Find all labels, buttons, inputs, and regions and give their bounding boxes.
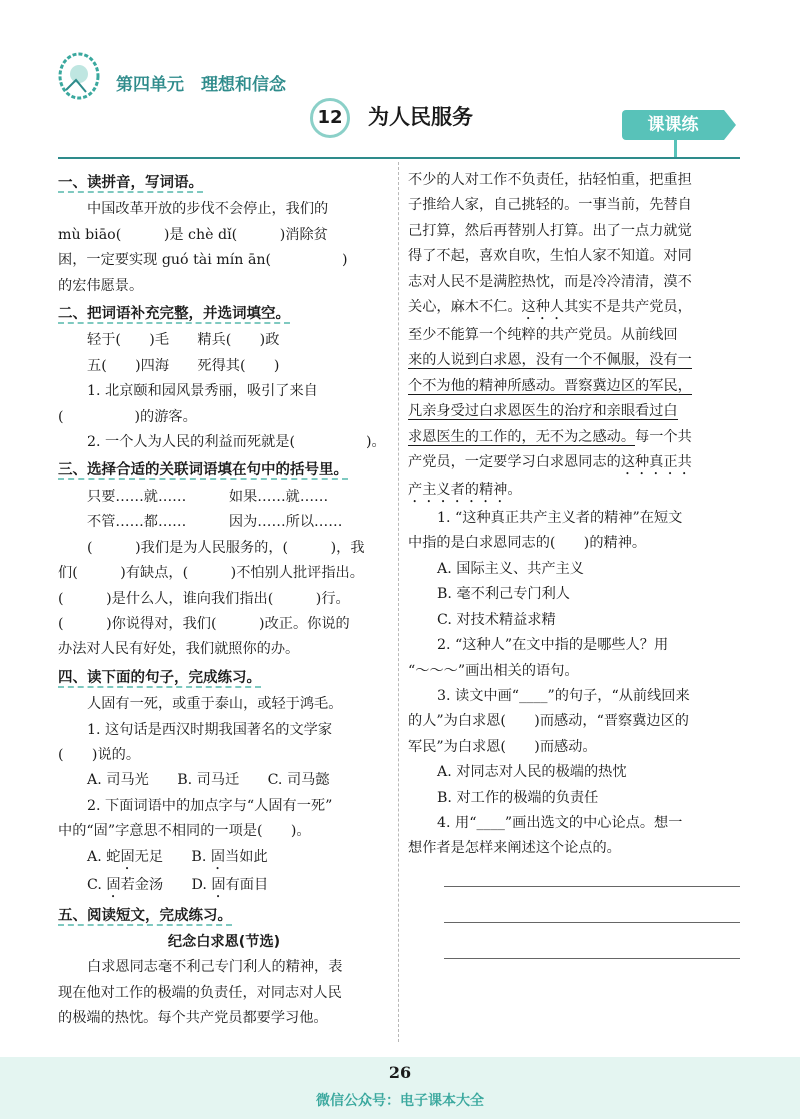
right-column xyxy=(408,168,742,959)
section-3-heading: 三、选择合适的关联词语填在句中的括号里。 xyxy=(58,462,348,479)
passage-line: 子推给人家，自己挑轻的。一事当前，先替自 xyxy=(408,197,692,214)
unit-emblem-icon xyxy=(56,50,102,102)
s2-line: 五( )四海 死得其( ) xyxy=(87,357,280,374)
r-question-3: 的人”为白求恩( )而感动，“晋察冀边区的 xyxy=(408,713,689,730)
s4-quote: 人固有一死，或重于泰山，或轻于鸿毛。 xyxy=(87,696,343,713)
r-question-1: 中指的是白求恩同志的( )的精神。 xyxy=(408,535,647,552)
s3-line: ( )是什么人，谁向我们指出( )行。 xyxy=(58,590,350,607)
s4-line: ( )说的。 xyxy=(58,746,141,763)
signpost-pole xyxy=(674,140,677,158)
s3-line: 不管……都…… 因为……所以…… xyxy=(87,514,343,531)
passage-line: 产党员，一定要学习白求恩同志的这种真正共 xyxy=(408,454,692,471)
r-question-1: 1. “这种真正共产主义者的精神”在短文 xyxy=(437,510,683,527)
s3-line: 办法对人民有好处，我们就照你的办。 xyxy=(58,641,300,658)
passage-line: 不少的人对工作不负责任，拈轻怕重，把重担 xyxy=(408,172,692,188)
s3-line: 只要……就…… 如果……就…… xyxy=(87,488,329,505)
passage-line: 至少不能算一个纯粹的共产党员。从前线回 xyxy=(408,327,678,344)
s2-line: ( )的游客。 xyxy=(58,408,197,425)
passage-line: 关心，麻木不仁。这种人其实不是共产党员， xyxy=(408,299,692,316)
s4-line: 2. 下面词语中的加点字与“人固有一死” xyxy=(87,797,333,814)
section-5-heading: 五、阅读短文，完成练习。 xyxy=(58,907,232,924)
passage-line: 凡亲身受过白求恩医生的治疗和亲眼看过白 xyxy=(408,403,678,420)
r-option: A. 国际主义、共产主义 xyxy=(437,560,584,577)
s4-options: A. 蛇固无足 B. 固当如此 xyxy=(87,848,268,865)
s2-line: 轻于( )毛 精兵( )政 xyxy=(87,332,280,349)
passage-line: 己打算，然后再替别人打算。出了一点力就觉 xyxy=(408,222,692,239)
section-4-heading: 四、读下面的句子，完成练习。 xyxy=(58,669,261,686)
r-option: B. 毫不利己专门利人 xyxy=(437,586,570,603)
passage-title: 纪念白求恩(节选) xyxy=(167,933,281,950)
s4-options: A. 司马光 B. 司马迁 C. 司马懿 xyxy=(87,772,330,789)
section-1-heading: 一、读拼音，写词语。 xyxy=(58,175,203,191)
s1-line: 中国改革开放的步伐不会停止，我们的 xyxy=(87,201,329,218)
lesson-title: 为人民服务 xyxy=(368,105,473,129)
s1-line: mù biāo( )是 chè dǐ( )消除贫 xyxy=(58,226,328,243)
passage-line: 求恩医生的工作的，无不为之感动。每一个共 xyxy=(408,428,692,445)
passage-line: 产主义者的精神。 xyxy=(408,482,522,499)
s4-options: C. 固若金汤 D. 固有面目 xyxy=(87,876,269,893)
s4-line: 中的“固”字意思不相同的一项是( )。 xyxy=(58,823,311,840)
passage-line: 得了不起，喜欢自吹，生怕人家不知道。对同 xyxy=(408,248,692,265)
r-option: C. 对技术精益求精 xyxy=(437,611,556,628)
r-option: A. 对同志对人民的极端的热忱 xyxy=(437,764,627,781)
s1-line: 困，一定要实现 guó tài mín ān( ) xyxy=(58,252,348,269)
s1-line: 的宏伟愿景。 xyxy=(58,277,144,294)
passage-line: 志对人民不是满腔热忱，而是冷冷清清，漠不 xyxy=(408,273,692,290)
header-divider xyxy=(58,157,740,159)
unit-title: 第四单元 理想和信念 xyxy=(116,75,286,95)
lesson-number-badge: 12 xyxy=(310,98,350,138)
section-2-heading: 二、把词语补充完整，并选词填空。 xyxy=(58,306,290,323)
s3-line: 们( )有缺点，( )不怕别人批评指出。 xyxy=(58,565,364,582)
passage-line: 现在他对工作的极端的负责任，对同志对人民 xyxy=(58,984,342,1001)
r-question-2: “～～～”画出相关的语句。 xyxy=(408,662,579,679)
s2-line: 1. 北京颐和园风景秀丽，吸引了来自 xyxy=(87,383,318,400)
passage-line: 的极端的热忱。每个共产党员都要学习他。 xyxy=(58,1010,328,1027)
r-question-2: 2. “这种人”在文中指的是哪些人？用 xyxy=(437,637,669,654)
s4-line: 1. 这句话是西汉时期我国著名的文学家 xyxy=(87,721,333,738)
passage-line: 白求恩同志毫不利己专门利人的精神，表 xyxy=(87,959,343,976)
answer-line[interactable] xyxy=(444,958,740,959)
r-option: B. 对工作的极端的负责任 xyxy=(437,789,599,806)
left-column xyxy=(58,168,390,1032)
passage-line: 来的人说到白求恩，没有一个不佩服，没有一 xyxy=(408,352,692,369)
page-number: 26 xyxy=(388,1063,412,1082)
s3-line: ( )我们是为人民服务的，( )，我 xyxy=(87,539,365,556)
practice-signpost-badge: 课课练 xyxy=(622,110,724,140)
r-question-4: 想作者是怎样来阐述这个论点的。 xyxy=(408,840,621,857)
r-question-3: 3. 读文中画“____”的句子，“从前线回来 xyxy=(437,687,690,704)
passage-line: 个不为他的精神所感动。晋察冀边区的军民， xyxy=(408,377,692,394)
s2-line: 2. 一个人为人民的利益而死就是( )。 xyxy=(87,434,386,451)
column-divider xyxy=(398,162,399,1042)
r-question-3: 军民”为白求恩( )而感动。 xyxy=(408,738,597,755)
r-question-4: 4. 用“____”画出选文的中心论点。想一 xyxy=(437,814,683,831)
wechat-account-text: 微信公众号：电子课本大全 xyxy=(316,1093,484,1109)
s3-line: ( )你说得对，我们( )改正。你说的 xyxy=(58,615,350,632)
